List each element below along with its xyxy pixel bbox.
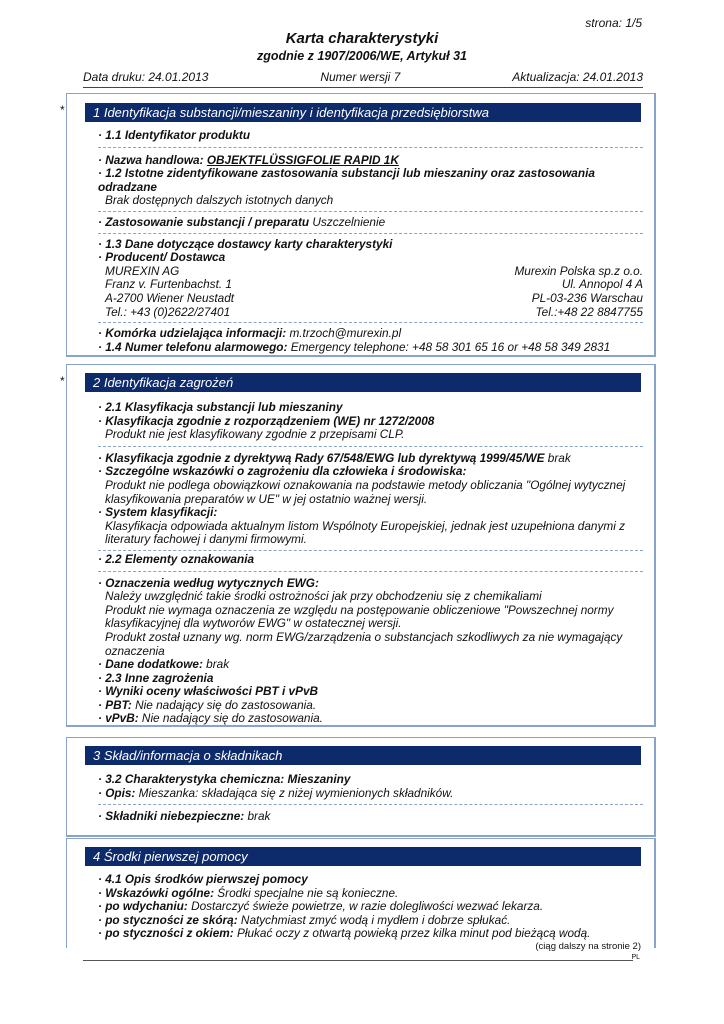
pbt-value: Nie nadający się do zastosowania. [135,697,317,712]
address-row [98,306,643,320]
skin-contact-label: · po styczności ze skórą: [98,912,241,927]
separator [98,446,643,447]
footer-divider [83,960,633,961]
language-code: PL [631,954,640,961]
distributor-city: PL-03-236 Warschau [531,290,643,305]
distributor-phone: Tel.:+48 22 8847755 [535,304,643,319]
section-2-1: · 2.1 Klasyfikacja substancji lub mieszaniny [98,400,343,414]
classification-system-label: · System klasyfikacji: [98,505,218,520]
distributor-name: Murexin Polska sp.z o.o. [514,263,643,278]
separator [98,147,643,148]
description-value: Mieszanka: składająca się z niżej wymienionych składników. [138,785,454,800]
clp-classification-text: Produkt nie jest klasyfikowany zgodnie z przepisami CLP. [105,427,405,442]
section-4-1: · 4.1 Opis środków pierwszej pomocy [98,872,308,886]
directive-classification-label: · Klasyfikacja zgodnie z dyrektywą Rady 67/548/EWG lub dyrektywą 1999/45/WE [98,450,548,465]
ewg-marking-text-2: Produkt nie wymaga oznaczenia ze względu na postępowanie obliczeniowe "Powszechnej normy klasyfikacyjnej dla wytworów EWG" w ostatecznej wersji. [105,602,614,631]
pbt-label: · PBT: [98,697,136,712]
trade-name-value: OBJEKTFLÜSSIGFOLIE RAPID 1K [206,152,399,167]
hazardous-components-value: brak [247,809,271,824]
vpvb-value: Nie nadający się do zastosowania. [141,711,323,726]
section-2-2: · 2.2 Elementy oznakowania [98,551,255,566]
section-4-content [98,873,643,941]
section-1-2-text: Brak dostępnych dalszych istotnych danych [105,193,334,208]
address-row [98,292,643,306]
section-3-title: 3 Skład/informacja o składnikach [85,746,641,765]
ewg-marking-text-1: Należy uwzględnić takie środki ostrożności jak przy obchodzeniu się z chemikaliami [105,589,542,604]
continuation-note: (ciąg dalszy na stronie 2) [535,941,641,952]
general-advice-label: · Wskazówki ogólne: [98,885,218,900]
producer-phone: Tel.: +43 (0)2622/27401 [105,304,231,319]
section-2-title: 2 Identyfikacja zagrożeń [85,373,641,392]
inhalation-value: Dostarczyć świeże powietrze, w razie dolegliwości wezwać lekarza. [191,899,544,914]
additional-data-label: · Dane dodatkowe: [98,657,207,672]
trade-name-label: · Nazwa handlowa: [98,152,207,167]
update-date: Aktualizacja: 24.01.2013 [512,70,643,84]
use-value: Uszczelnienie [312,214,386,229]
emergency-phone-value: Emergency telephone: +48 58 301 65 16 or +48 58 349 2831 [290,339,611,354]
classification-system-text: Klasyfikacja odpowiada aktualnym listom Wspólnoty Europejskiej, jednak jest uzupełniona danymi z literatury fachowej i danymi firmowymi. [105,518,625,547]
inhalation-label: · po wdychaniu: [98,899,192,914]
hazard-notes-text: Produkt nie podlega obowiązkowi oznakowania na podstawie metody obliczania "Ogólnej wytycznej klasyfikowania preparatów w UE" w jej ostatnio ważnej wersji. [105,477,626,506]
section-1-2: · 1.2 Istotne zidentyfikowane zastosowania substancji lub mieszaniny oraz zastosowania odradzane [98,166,595,194]
section-1-content [98,129,643,354]
print-date: Data druku: 24.01.2013 [83,70,209,84]
section-1-title: 1 Identyfikacja substancji/mieszaniny i identyfikacja przedsiębiorstwa [85,103,641,122]
section-3-2: · 3.2 Charakterystyka chemiczna: Mieszaniny [98,772,351,786]
producer-name: MUREXIN AG [105,263,180,278]
description-label: · Opis: [98,785,139,800]
use-label: · Zastosowanie substancji / preparatu [98,214,313,229]
info-contact-label: · Komórka udzielająca informacji: [98,326,290,341]
document-subtitle: zgodnie z 1907/2006/WE, Artykuł 31 [256,49,468,63]
section-1-3: · 1.3 Dane dotyczące dostawcy karty charakterystyki [98,236,393,251]
address-row [98,265,643,279]
producer-city: A-2700 Wiener Neustadt [105,290,235,305]
ewg-marking-label: · Oznaczenia według wytycznych EWG: [98,575,319,590]
separator [98,550,643,551]
separator [98,804,643,805]
version-number: Numer wersji 7 [320,70,401,84]
revision-marker: * [60,103,65,117]
general-advice-value: Środki specjalne nie są konieczne. [217,885,399,900]
section-3-content [98,773,643,824]
separator [98,233,643,234]
separator [98,571,643,572]
eye-contact-value: Płukać oczy z otwartą powieką przez kilka minut pod bieżącą wodą. [236,926,591,941]
header-divider [83,87,643,88]
info-contact-email[interactable]: m.trzoch@murexin.pl [289,326,402,341]
skin-contact-value: Natychmiast zmyć wodą i mydłem i dobrze spłukać. [240,912,511,927]
hazardous-components-label: · Składniki niebezpieczne: [98,809,248,824]
separator [98,211,643,212]
section-2-content [98,401,643,726]
section-1-1: · 1.1 Identyfikator produktu [98,128,251,142]
producer-street: Franz v. Furtenbachst. 1 [105,277,232,292]
ewg-marking-text-3: Produkt został uznany wg. norm EWG/zarządzenia o substancjach szkodliwych za nie wymagający oznaczenia [105,629,623,658]
additional-data-value: brak [206,657,230,672]
separator [98,322,643,323]
pbt-vpvb-label: · Wyniki oceny właściwości PBT i vPvB [98,684,319,699]
emergency-phone-label: · 1.4 Numer telefonu alarmowego: [98,339,291,354]
directive-classification-value: brak [547,450,571,465]
producer-label: · Producent/ Dostawca [98,250,226,265]
document-title: Karta charakterystyki [285,30,439,47]
distributor-street: Ul. Annopol 4 A [561,277,643,292]
vpvb-label: · vPvB: [98,711,142,726]
address-row [98,278,643,292]
section-2-3: · 2.3 Inne zagrożenia [98,670,214,685]
section-4-title: 4 Środki pierwszej pomocy [85,847,641,866]
page-number: strona: 1/5 [585,16,642,30]
document-meta [83,70,643,84]
revision-marker: * [60,374,65,388]
eye-contact-label: · po styczności z okiem: [98,926,237,941]
hazard-notes-label: · Szczególne wskazówki o zagrożeniu dla człowieka i środowiska: [98,464,467,479]
clp-classification-label: · Klasyfikacja zgodnie z rozporządzeniem (WE) nr 1272/2008 [98,413,435,428]
